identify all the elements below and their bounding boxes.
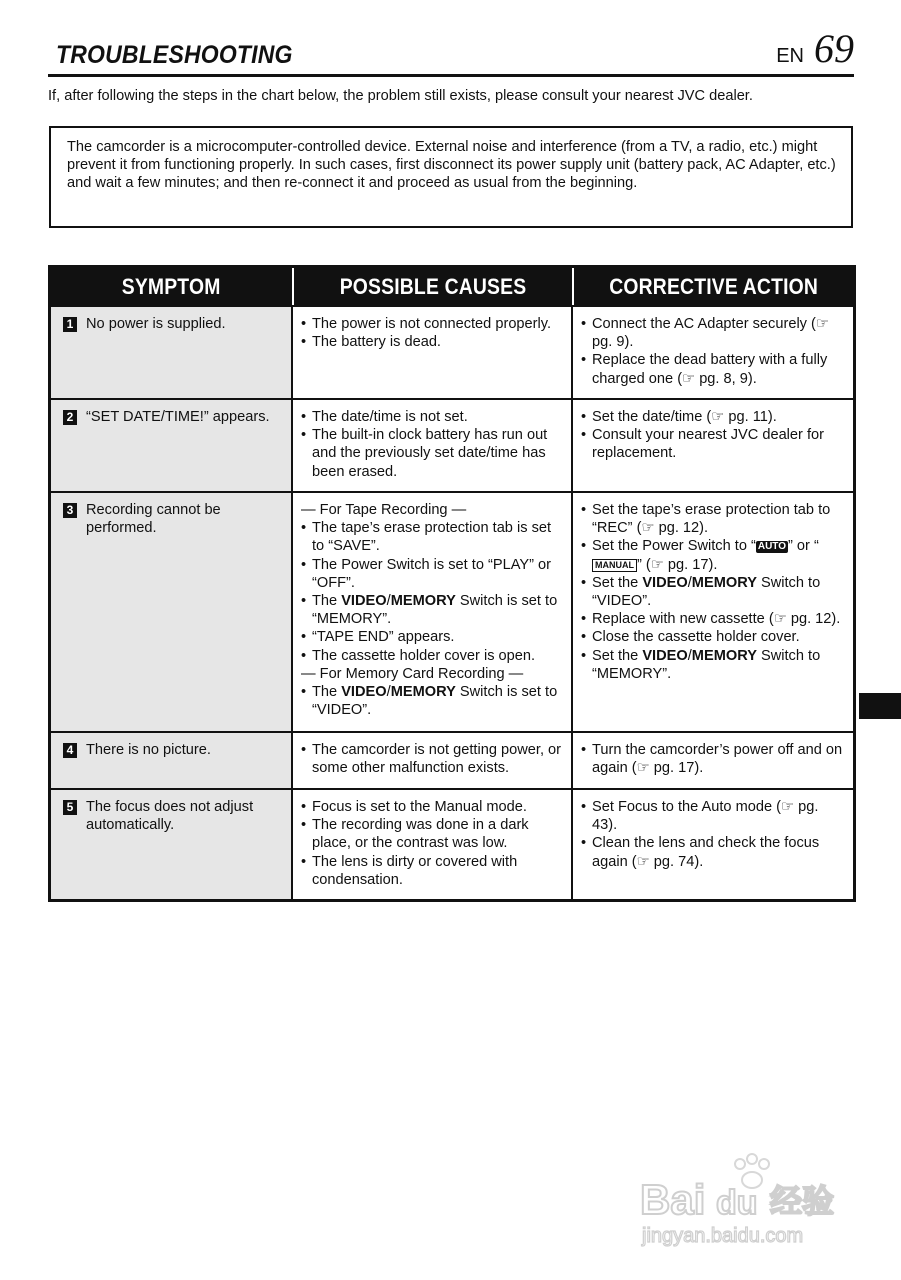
causes-cell: • The camcorder is not getting power, or some other malfunction exists. bbox=[293, 733, 573, 788]
symptom-text: No power is supplied. bbox=[86, 316, 226, 332]
auto-mode-icon: AUTO bbox=[757, 541, 787, 553]
symptom-cell bbox=[51, 733, 293, 788]
page-header bbox=[48, 26, 854, 77]
action-cell: • Turn the camcorder’s power off and on again (☞ pg. 17). bbox=[581, 742, 843, 777]
paw-toe-icon bbox=[759, 1159, 769, 1169]
watermark-cn: 经验 bbox=[770, 1182, 835, 1220]
row-number: 2 bbox=[63, 410, 77, 425]
symptom-text: There is no picture. bbox=[86, 742, 211, 758]
symptom-cell bbox=[51, 400, 293, 491]
row-number: 5 bbox=[63, 800, 77, 815]
row-number: 1 bbox=[63, 317, 77, 332]
row-number: 4 bbox=[63, 743, 77, 758]
table-row bbox=[51, 788, 853, 899]
symptom-cell bbox=[51, 307, 293, 398]
symptom-text: The focus does not adjust automatically. bbox=[86, 799, 254, 834]
watermark-brand: Bai bbox=[640, 1176, 706, 1223]
chapter-tab bbox=[859, 693, 901, 719]
header-causes: POSSIBLE CAUSES bbox=[294, 268, 575, 305]
causes-cell: • Focus is set to the Manual mode. • The recording was done in a dark place, or the contrast was low. • The lens is dirty or covered with condensation. bbox=[293, 790, 573, 899]
paw-toe-icon bbox=[747, 1154, 757, 1164]
action-cell: • Set the tape’s erase protection tab to “REC” (☞ pg. 12). • Set the Power Switch to “ AUTO ” or “MANUAL ” (☞ pg. 17). • Set the VIDEO/MEMORY Switch to “VIDEO”. • Replace with new cassette (☞ pg. 12). • Close the cassette holder cover. • Set the VIDEO/MEMORY Switch to “MEMORY”. bbox=[581, 502, 841, 682]
manual-mode-icon: MANUAL bbox=[592, 559, 637, 572]
action-cell: • Set the date/time (☞ pg. 11). • Consult your nearest JVC dealer for replacement. bbox=[581, 409, 824, 462]
watermark-brand2: du bbox=[716, 1184, 758, 1222]
header-action: CORRECTIVE ACTION bbox=[609, 273, 819, 299]
row-number: 3 bbox=[63, 503, 77, 518]
troubleshooting-table bbox=[48, 265, 856, 902]
paw-toe-icon bbox=[735, 1159, 745, 1169]
action-cell: • Connect the AC Adapter securely (☞ pg. 9). • Replace the dead battery with a fully charged one (☞ pg. 8, 9). bbox=[581, 316, 829, 387]
notice-box bbox=[49, 126, 853, 228]
table-header bbox=[51, 268, 853, 305]
causes-cell: • The date/time is not set. • The built-in clock battery has run out and the previously set date/time has been erased. bbox=[293, 400, 573, 491]
baidu-watermark bbox=[640, 1150, 860, 1250]
page-number: 69 bbox=[814, 26, 854, 71]
symptom-cell bbox=[51, 790, 293, 899]
table-row bbox=[51, 731, 853, 788]
symptom-text: Recording cannot be performed. bbox=[86, 502, 221, 537]
page-title: TROUBLESHOOTING bbox=[56, 41, 293, 69]
causes-cell: — For Tape Recording — • The tape’s erase protection tab is set to “SAVE”. • The Power Switch is set to “PLAY” or “OFF”. • The VIDEO/MEMORY Switch is set to “MEMORY”. • “TAPE END” appears. • The cassette holder cover is open. — For Memory Card Recording — • The VIDEO/MEMORY Switch is set to “VIDEO”. bbox=[293, 493, 573, 731]
action-cell: • Set Focus to the Auto mode (☞ pg. 43). • Clean the lens and check the focus again (☞ pg. 74). bbox=[581, 799, 820, 870]
table-row bbox=[51, 305, 853, 398]
causes-cell: • The power is not connected properly. • The battery is dead. bbox=[293, 307, 573, 398]
language-label: EN bbox=[776, 45, 804, 67]
symptom-cell bbox=[51, 493, 293, 731]
table-row bbox=[51, 491, 853, 731]
watermark-url: jingyan.baidu.com bbox=[642, 1225, 804, 1247]
notice-text: The camcorder is a microcomputer-controlled device. External noise and interference (from a TV, a radio, etc.) might prevent it from functioning properly. In such cases, first disconnect its power supply unit (battery pack, AC Adapter, etc.) and wait a few minutes; and then re-connect it and proceed as usual from the beginning. bbox=[67, 139, 836, 192]
header-symptom: SYMPTOM bbox=[51, 268, 294, 305]
table-row bbox=[51, 398, 853, 491]
symptom-text: “SET DATE/TIME!” appears. bbox=[86, 409, 270, 425]
intro-text: If, after following the steps in the chart below, the problem still exists, please consult your nearest JVC dealer. bbox=[48, 88, 753, 104]
